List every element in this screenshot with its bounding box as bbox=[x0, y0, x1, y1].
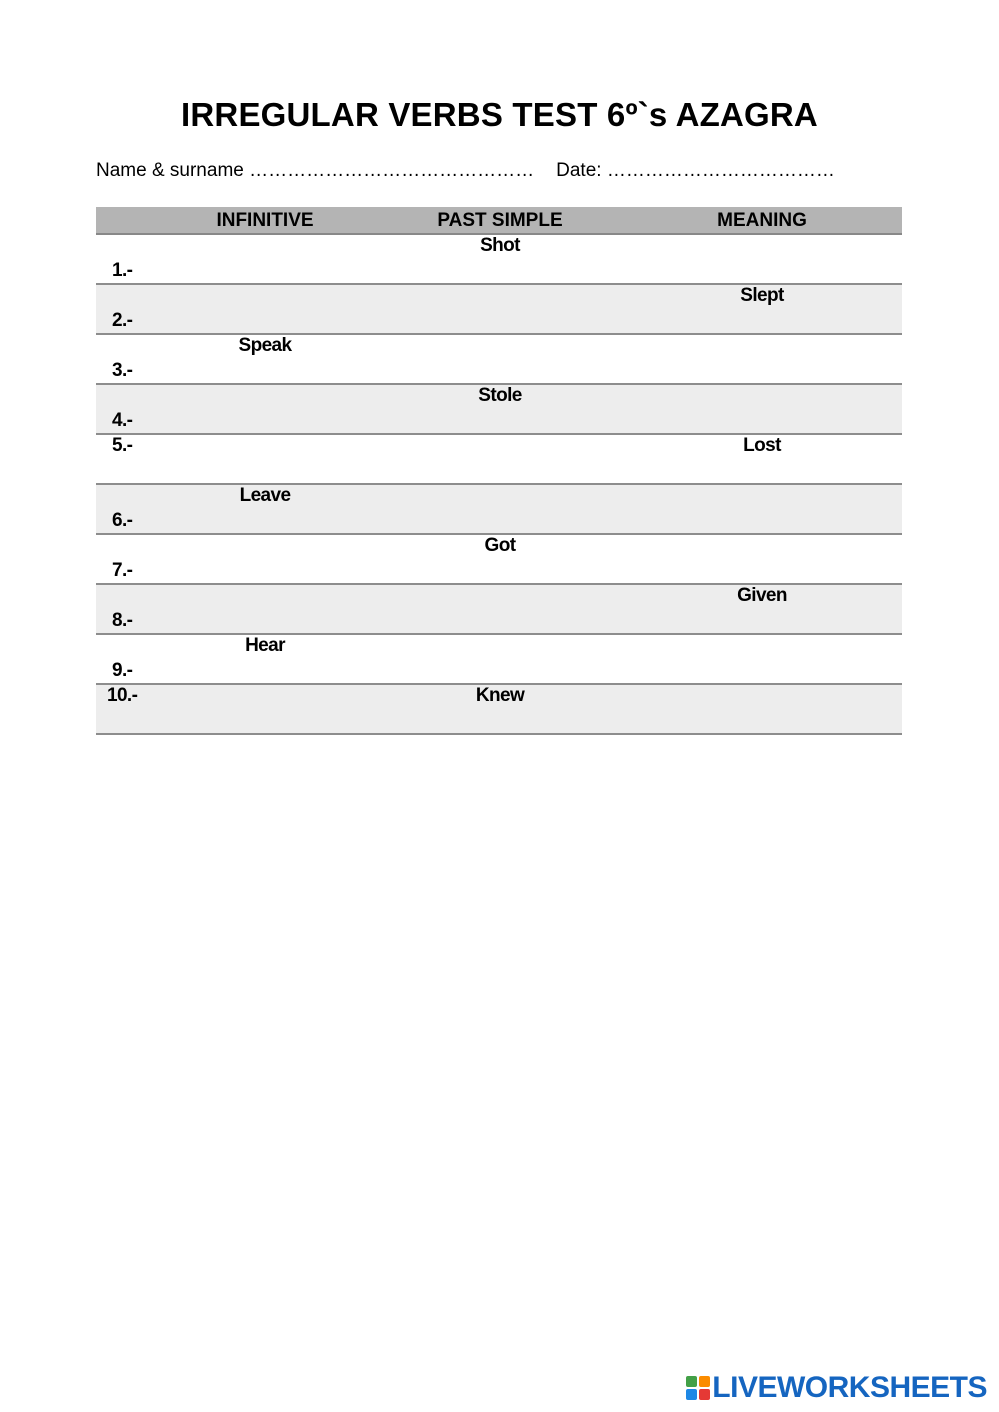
table-row bbox=[96, 635, 902, 685]
meaning-cell[interactable]: Slept bbox=[740, 285, 784, 306]
table-row bbox=[96, 285, 902, 335]
table-row bbox=[96, 435, 902, 485]
row-number: 4.- bbox=[112, 410, 133, 431]
infinitive-cell[interactable]: Leave bbox=[239, 485, 291, 506]
row-number: 6.- bbox=[112, 510, 133, 531]
table-row bbox=[96, 685, 902, 735]
table-row bbox=[96, 585, 902, 635]
row-number: 9.- bbox=[112, 660, 133, 681]
table-row bbox=[96, 385, 902, 435]
infinitive-cell[interactable]: Hear bbox=[245, 635, 285, 656]
meaning-cell[interactable]: Lost bbox=[743, 435, 781, 456]
row-number: 8.- bbox=[112, 610, 133, 631]
table-row bbox=[96, 335, 902, 385]
row-number: 2.- bbox=[112, 310, 133, 331]
meaning-cell[interactable]: Given bbox=[737, 585, 787, 606]
student-info-line bbox=[96, 160, 906, 182]
row-number: 7.- bbox=[112, 560, 133, 581]
date-field[interactable]: Date: ……………………………… bbox=[556, 160, 835, 181]
past-simple-cell[interactable]: Knew bbox=[475, 685, 525, 706]
row-number: 10.- bbox=[107, 685, 138, 706]
row-number: 5.- bbox=[112, 435, 133, 456]
past-simple-cell[interactable]: Stole bbox=[478, 385, 522, 406]
header-infinitive: INFINITIVE bbox=[216, 210, 314, 231]
row-number: 1.- bbox=[112, 260, 133, 281]
past-simple-cell[interactable]: Got bbox=[484, 535, 516, 556]
page-title: IRREGULAR VERBS TEST 6º`s AZAGRA bbox=[181, 96, 818, 133]
table-row bbox=[96, 235, 902, 285]
liveworksheets-icon bbox=[686, 1376, 710, 1400]
logo-text: LIVEWORKSHEETS bbox=[712, 1371, 987, 1404]
liveworksheets-logo[interactable] bbox=[686, 1372, 987, 1404]
table-row bbox=[96, 485, 902, 535]
verbs-table bbox=[96, 207, 902, 735]
header-meaning: MEANING bbox=[717, 210, 807, 231]
infinitive-cell[interactable]: Speak bbox=[238, 335, 292, 356]
table-row bbox=[96, 535, 902, 585]
row-number: 3.- bbox=[112, 360, 133, 381]
past-simple-cell[interactable]: Shot bbox=[480, 235, 520, 256]
table-header bbox=[96, 207, 902, 235]
name-surname-field[interactable]: Name & surname ……………………………………… bbox=[96, 160, 535, 181]
header-past-simple: PAST SIMPLE bbox=[437, 210, 563, 231]
